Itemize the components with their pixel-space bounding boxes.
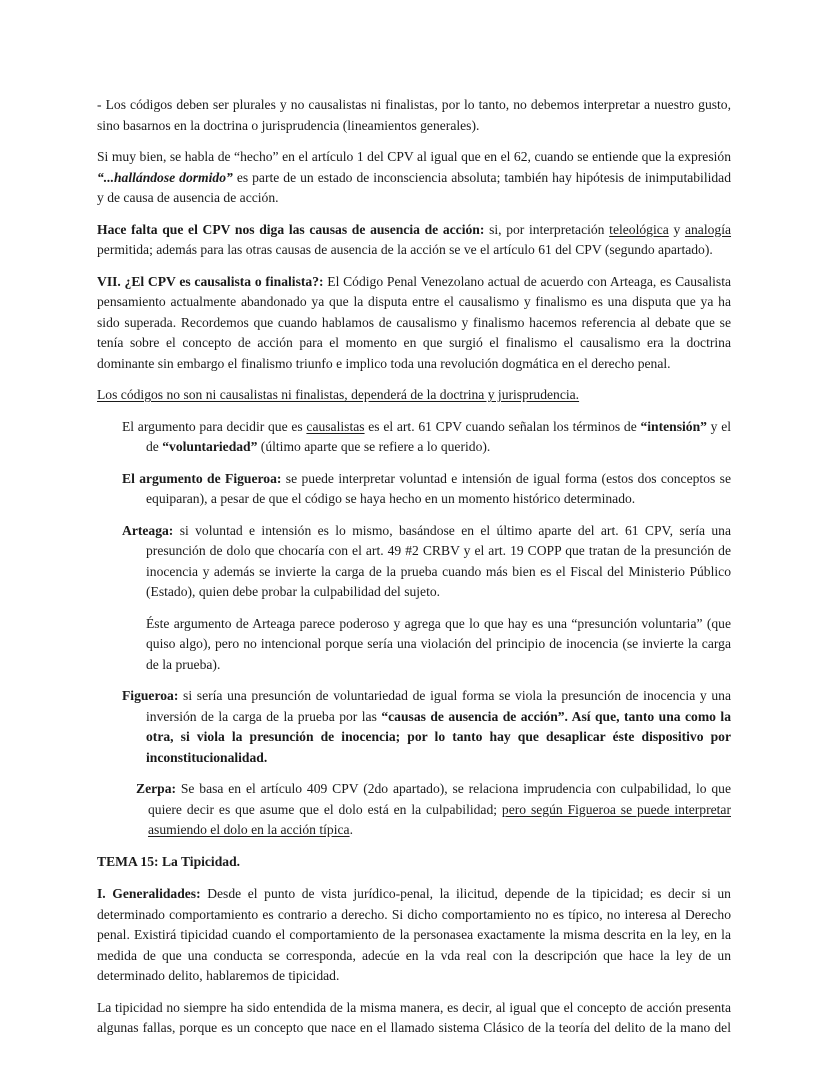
paragraph-text: Se basa en el artículo 409 CPV (2do apartado), se relaciona imprudencia con culpabilidad, lo que quiere decir es que asume que el dolo está en la culpabilidad; (148, 781, 731, 817)
paragraph-arteaga (97, 521, 731, 603)
paragraph-text: si, por interpretación (484, 221, 610, 237)
paragraph-lead-bold: Hace falta que el CPV nos diga las causas de ausencia de acción: (97, 221, 485, 237)
paragraph-arteaga-continuation (97, 614, 731, 676)
underlined-term: causalistas (306, 418, 365, 434)
emphasized-quote: “...hallándose dormido” (97, 169, 233, 185)
section-heading: I. Generalidades: (97, 886, 201, 901)
paragraph-text: El Código Penal Venezolano actual de acuerdo con Arteaga, es Causalista pensamiento actualmente abandonado ya que la disputa entre el causalismo y finalismo es una disputa que ya ha sido superada. Recordemos que cuando hablamos de causalismo y finalismo hacemos referencia al debate que se tenía sobre el concepto de acción para el momento en que surgió el finalismo el causalismo era la doctrina dominante sin embargo el finalismo triunfo e implico toda una revolución dogmática en el derecho penal. (97, 273, 732, 371)
section-vii (97, 272, 731, 375)
paragraph-text: - Los códigos deben ser plurales y no causalistas ni finalistas, por lo tanto, no debemos interpretar a nuestro gusto, sino basarnos en la doctrina o jurisprudencia (lineamientos generales). (97, 97, 731, 133)
paragraph-text: y (668, 221, 685, 237)
paragraph-text: La tipicidad no siempre ha sido entendida de la misma manera, es decir, al igual que el concepto de acción presenta algunas fallas, porque es un concepto que nace en el llamado sistema Clásico de la teoría del delito de la mano del (97, 999, 731, 1035)
paragraph-tipicidad-historia (97, 998, 731, 1039)
paragraph-codigos-underlined (97, 385, 731, 406)
paragraph-text: si sería una presunción de voluntariedad de igual forma se viola la presunción de inocencia y una inversión de la carga de la prueba por las (146, 688, 731, 724)
paragraph-hecho (97, 147, 731, 209)
underlined-term: teleológica (609, 221, 669, 237)
paragraph-argumento-figueroa (97, 469, 731, 510)
paragraph-text: y el de (146, 418, 732, 454)
paragraph-text: es el art. 61 CPV cuando señalan los términos de (364, 418, 641, 434)
paragraph-lead-bold: Figueroa: (122, 688, 179, 703)
paragraph-causas-ausencia (97, 220, 731, 261)
topic-heading (97, 852, 731, 873)
underlined-term: analogía (684, 221, 732, 237)
paragraph-generalidades (97, 884, 731, 987)
paragraph-figueroa (97, 686, 731, 768)
paragraph-text: permitida; además para las otras causas de ausencia de la acción se ve el artículo 61 del CPV (segundo apartado). (97, 242, 713, 257)
paragraph-lead-bold: El argumento de Figueroa: (122, 470, 282, 486)
underlined-passage: pero según Figueroa se puede interpretar asumiendo el dolo en la acción típica (148, 801, 731, 837)
paragraph-text: Éste argumento de Arteaga parece poderoso y agrega que lo que hay es una “presunción voluntaria” (que quiso algo), pero no intencional porque sería una violación del principio de inocencia (se invierte la carga de la prueba). (146, 615, 731, 672)
paragraph-lead-bold: Zerpa: (136, 781, 177, 796)
underlined-statement: Los códigos no son ni causalistas ni finalistas, dependerá de la doctrina y jurisprudencia. (97, 387, 580, 402)
paragraph-text: (último aparte que se refiere a lo querido). (257, 439, 491, 454)
paragraph-text: . (349, 822, 353, 837)
paragraph-plural-codes (97, 95, 731, 136)
paragraph-text: es parte de un estado de inconsciencia absoluta; también hay hipótesis de inimputabilidad y de causa de ausencia de acción. (97, 169, 732, 205)
bold-term: “voluntariedad” (162, 439, 258, 454)
topic-title: TEMA 15: La Tipicidad. (97, 853, 241, 869)
paragraph-text: se puede interpretar voluntad e intensión de igual forma (estos dos conceptos se equiparan), a pesar de que el código se haya hecho en un momento histórico determinado. (146, 470, 731, 506)
paragraph-text: Desde el punto de vista jurídico-penal, la ilicitud, depende de la tipicidad; es decir si un determinado comportamiento es contrario a derecho. Si dicho comportamiento no es típico, no interesa al Derecho penal. Existirá tipicidad cuando el comportamiento de la personasea exactamente la misma descrita en la ley, en la medida de que una conducta se corresponda, adecúe en la vda real con la descripción que hace la ley de un determinado delito, hablaremos de tipicidad. (97, 886, 731, 983)
paragraph-argumento-causalistas (97, 417, 731, 458)
paragraph-text: si voluntad e intensión es lo mismo, basándose en el último aparte del art. 61 CPV, sería una presunción de dolo que chocaría con el art. 49 #2 CRBV y el art. 19 COPP que tratan de la presunción de inocencia y además se invierte la carga de la prueba cuando más bien es el Fiscal del Ministerio Público (Estado), quien debe probar la culpabilidad del sujeto. (146, 522, 731, 599)
paragraph-zerpa (97, 779, 731, 841)
paragraph-lead-bold: Arteaga: (122, 522, 174, 538)
section-heading: VII. ¿El CPV es causalista o finalista?: (97, 273, 324, 289)
document-page (97, 95, 731, 1050)
paragraph-text: Si muy bien, se habla de “hecho” en el artículo 1 del CPV al igual que en el 62, cuando se entiende que la expresión (97, 149, 731, 164)
bold-term: “intensión” (640, 418, 707, 434)
paragraph-text: El argumento para decidir que es (122, 418, 307, 434)
bold-passage: “causas de ausencia de acción”. Así que, tanto una como la otra, si viola la presunción de inocencia; por lo tanto hay que desaplicar éste dispositivo por inconstitucionalidad. (146, 708, 731, 765)
